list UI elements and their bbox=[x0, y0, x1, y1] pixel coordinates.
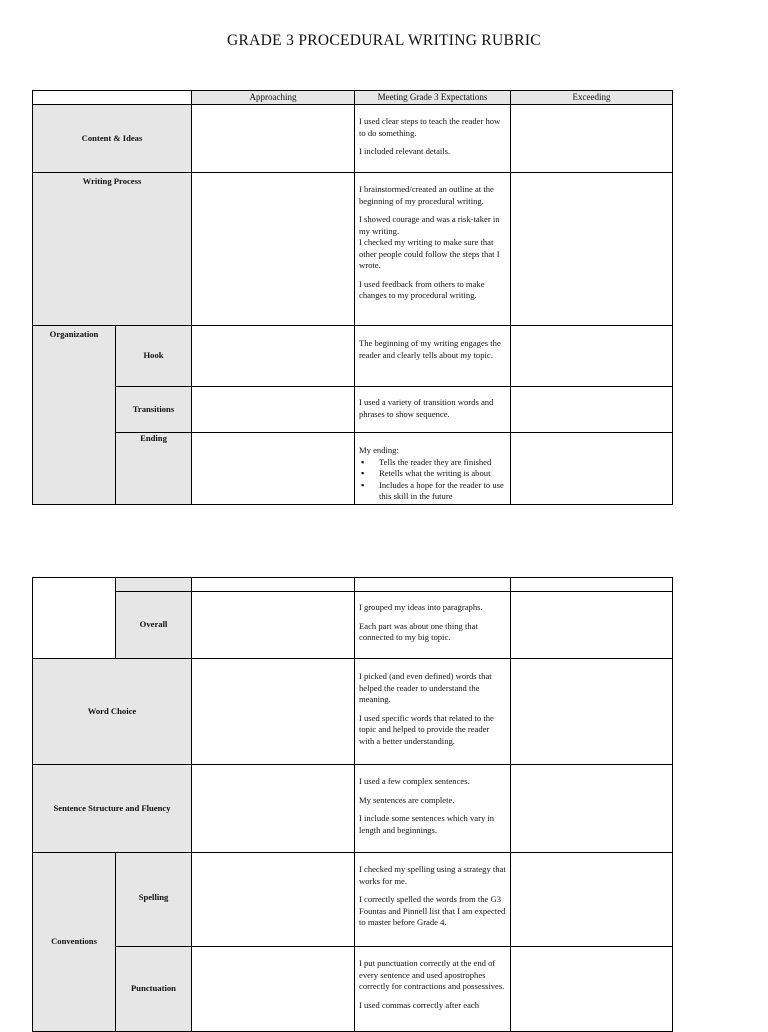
descriptor-text: I showed courage and was a risk-taker in my writing. bbox=[359, 214, 500, 236]
descriptor-text: I brainstormed/created an outline at the beginning of my procedural writing. bbox=[359, 184, 494, 206]
ending-meeting bbox=[354, 432, 511, 505]
transitions-approaching bbox=[191, 386, 355, 433]
descriptor-text: I used a variety of transition words and phrases to show sequence. bbox=[359, 397, 494, 419]
content-ideas-meeting bbox=[354, 104, 511, 173]
row-label-writing-process: Writing Process bbox=[32, 172, 192, 326]
row-label-hook: Hook bbox=[115, 325, 192, 387]
descriptor-text: I checked my writing to make sure that other people could follow the steps that I wrote. bbox=[359, 237, 500, 270]
content-ideas-exceeding bbox=[510, 104, 673, 173]
descriptor-text: I grouped my ideas into paragraphs. bbox=[359, 602, 483, 612]
list-item: ▪ Tells the reader they are finished bbox=[375, 457, 506, 469]
descriptor-text: My ending: bbox=[359, 445, 399, 455]
transitions-exceeding bbox=[510, 386, 673, 433]
table1-header-blank bbox=[32, 90, 192, 105]
overall-exceeding bbox=[510, 591, 673, 659]
descriptor-text: I checked my spelling using a strategy that works for me. bbox=[359, 864, 506, 886]
spelling-meeting bbox=[354, 852, 511, 947]
hook-approaching bbox=[191, 325, 355, 387]
row-label-content-ideas: Content & Ideas bbox=[32, 104, 192, 173]
ending-bullet-list bbox=[359, 457, 506, 503]
spelling-exceeding bbox=[510, 852, 673, 947]
writing-process-meeting bbox=[354, 172, 511, 326]
descriptor-text: I used clear steps to teach the reader how to do something. bbox=[359, 116, 501, 138]
row-label-punctuation: Punctuation bbox=[115, 946, 192, 1032]
table2-header-approaching bbox=[191, 577, 355, 592]
ending-approaching bbox=[191, 432, 355, 505]
descriptor-text: Each part was about one thing that connected to my big topic. bbox=[359, 620, 478, 642]
sentence-structure-meeting bbox=[354, 764, 511, 853]
transitions-meeting bbox=[354, 386, 511, 433]
descriptor-text: I used feedback from others to make changes to my procedural writing. bbox=[359, 278, 485, 300]
word-choice-meeting bbox=[354, 658, 511, 765]
word-choice-exceeding bbox=[510, 658, 673, 765]
descriptor-text: I used commas correctly after each bbox=[359, 999, 480, 1010]
ending-exceeding bbox=[510, 432, 673, 505]
row-label-ending: Ending bbox=[115, 432, 192, 505]
row-label-sentence-structure: Sentence Structure and Fluency bbox=[32, 764, 192, 853]
header-meeting: Meeting Grade 3 Expectations bbox=[354, 90, 511, 105]
sentence-structure-approaching bbox=[191, 764, 355, 853]
punctuation-exceeding bbox=[510, 946, 673, 1032]
table2-header-exceeding bbox=[510, 577, 673, 592]
punctuation-meeting bbox=[354, 946, 511, 1032]
descriptor-text: I used specific words that related to the topic and helped to provide the reader with a better understanding. bbox=[359, 712, 494, 746]
writing-process-exceeding bbox=[510, 172, 673, 326]
table2-header-blank bbox=[115, 577, 192, 592]
row-label-word-choice: Word Choice bbox=[32, 658, 192, 765]
table2-header-meeting bbox=[354, 577, 511, 592]
descriptor-text: I used a few complex sentences. bbox=[359, 776, 470, 786]
spelling-approaching bbox=[191, 852, 355, 947]
punctuation-approaching bbox=[191, 946, 355, 1032]
hook-exceeding bbox=[510, 325, 673, 387]
header-approaching: Approaching bbox=[191, 90, 355, 105]
descriptor-text: I include some sentences which vary in length and beginnings. bbox=[359, 813, 495, 835]
word-choice-approaching bbox=[191, 658, 355, 765]
list-item: ▪ Includes a hope for the reader to use this skill in the future bbox=[375, 480, 506, 503]
descriptor-text: My sentences are complete. bbox=[359, 794, 455, 805]
descriptor-text: I correctly spelled the words from the G3 Fountas and Pinnell list that I am expected to master before Grade 4. bbox=[359, 894, 506, 927]
descriptor-text: I picked (and even defined) words that helped the reader to understand the meaning. bbox=[359, 671, 492, 704]
overall-approaching bbox=[191, 591, 355, 659]
row-label-transitions: Transitions bbox=[115, 386, 192, 433]
writing-process-approaching bbox=[191, 172, 355, 326]
row-label-overall: Overall bbox=[115, 591, 192, 659]
header-exceeding: Exceeding bbox=[510, 90, 673, 105]
row-label-organization: Organization bbox=[32, 325, 116, 505]
page-title: GRADE 3 PROCEDURAL WRITING RUBRIC bbox=[227, 32, 541, 49]
descriptor-text: I included relevant details. bbox=[359, 146, 451, 156]
sentence-structure-exceeding bbox=[510, 764, 673, 853]
descriptor-text: The beginning of my writing engages the reader and clearly tells about my topic. bbox=[359, 338, 501, 360]
overall-meeting bbox=[354, 591, 511, 659]
hook-meeting bbox=[354, 325, 511, 387]
table2-organization-continued bbox=[32, 577, 116, 659]
descriptor-text: I put punctuation correctly at the end of every sentence and used apostrophes correctly for contractions and possessives. bbox=[359, 958, 505, 991]
content-ideas-approaching bbox=[191, 104, 355, 173]
row-label-conventions: Conventions bbox=[32, 852, 116, 1032]
list-item: ▪ Retells what the writing is about bbox=[375, 468, 506, 480]
row-label-spelling: Spelling bbox=[115, 852, 192, 947]
